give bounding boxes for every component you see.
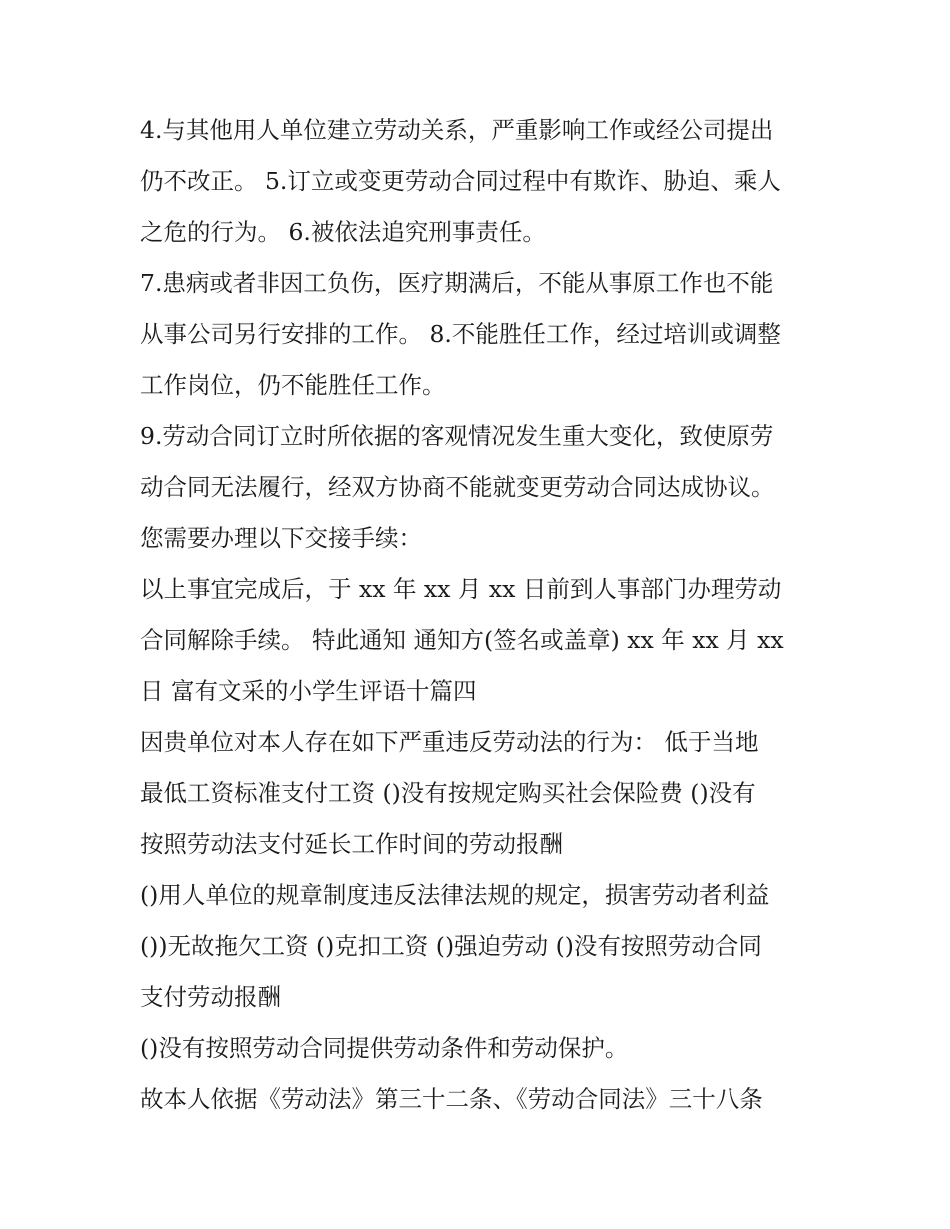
- text-line: ())无故拖欠工资 ()克扣工资 ()强迫劳动 ()没有按照劳动合同: [140, 932, 762, 960]
- text-line: 按照劳动法支付延长工作时间的劳动报酬: [140, 830, 563, 858]
- text-line: 支付劳动报酬: [140, 983, 281, 1011]
- text-line: 工作岗位，仍不能胜任工作。: [140, 371, 446, 399]
- text-line: 日 富有文采的小学生评语十篇四: [140, 677, 477, 705]
- text-line: 以上事宜完成后，于 xx 年 xx 月 xx 日前到人事部门办理劳动: [140, 575, 782, 603]
- text-line: 从事公司另行安排的工作。 8.不能胜任工作，经过培训或调整: [140, 320, 781, 348]
- document-body: [140, 105, 830, 1125]
- text-line: ()用人单位的规章制度违反法律法规的规定，损害劳动者利益: [140, 881, 770, 909]
- text-line: 您需要办理以下交接手续：: [140, 524, 422, 552]
- text-line: 因贵单位对本人存在如下严重违反劳动法的行为： 低于当地: [140, 728, 759, 756]
- text-line: 4.与其他用人单位建立劳动关系，严重影响工作或经公司提出: [140, 116, 774, 144]
- text-line: 之危的行为。 6.被依法追究刑事责任。: [140, 218, 546, 246]
- text-line: ()没有按照劳动合同提供劳动条件和劳动保护。: [140, 1034, 629, 1062]
- text-line: 故本人依据《劳动法》第三十二条、《劳动合同法》三十八条: [140, 1085, 763, 1113]
- text-line: 9.劳动合同订立时所依据的客观情况发生重大变化，致使原劳: [140, 422, 774, 450]
- text-line: 动合同无法履行，经双方协商不能就变更劳动合同达成协议。: [140, 473, 775, 501]
- text-line: 最低工资标准支付工资 ()没有按规定购买社会保险费 ()没有: [140, 779, 756, 807]
- text-line: 仍不改正。 5.订立或变更劳动合同过程中有欺诈、胁迫、乘人: [140, 167, 781, 195]
- text-line: 合同解除手续。 特此通知 通知方(签名或盖章) xx 年 xx 月 xx: [140, 626, 784, 654]
- text-line: 7.患病或者非因工负伤，医疗期满后，不能从事原工作也不能: [140, 269, 774, 297]
